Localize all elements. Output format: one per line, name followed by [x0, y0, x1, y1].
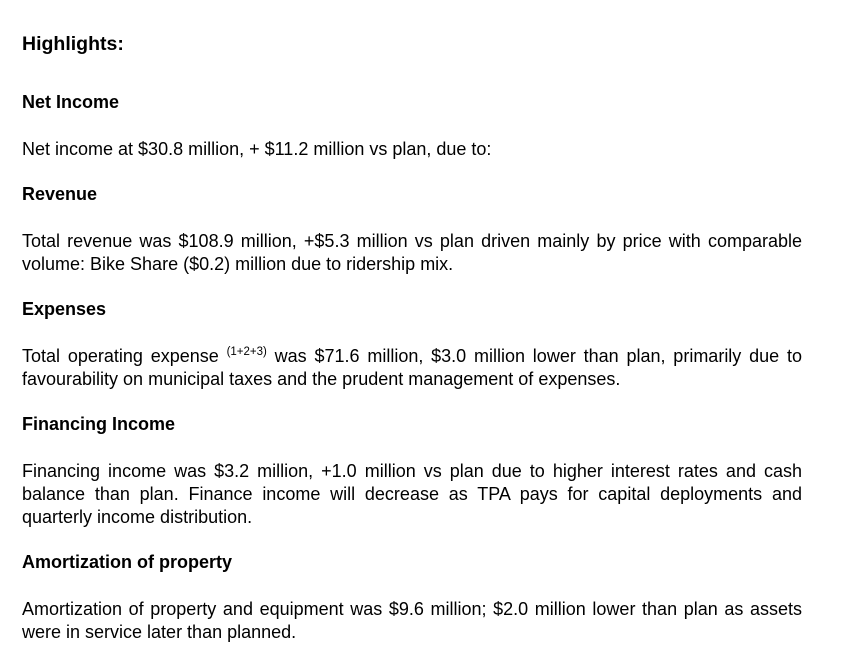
expenses-paragraph	[22, 345, 802, 391]
net-income-paragraph: Net income at $30.8 million, + $11.2 million vs plan, due to:	[22, 139, 492, 159]
expenses-text-before: Total operating expense	[22, 346, 219, 366]
expenses-footnote-ref: (1+2+3)	[226, 346, 267, 358]
amortization-paragraph: Amortization of property and equipment was $9.6 million; $2.0 million lower than plan as assets were in service later than planned.	[22, 599, 802, 642]
page-title: Highlights:	[22, 33, 124, 55]
net-income-heading: Net Income	[22, 92, 120, 112]
financing-income-heading: Financing Income	[22, 414, 176, 434]
financing-income-paragraph: Financing income was $3.2 million, +1.0 million vs plan due to higher interest rates and cash balance than plan. Finance income will decrease as TPA pays for capital deployments and quarterly income distribution.	[22, 461, 802, 527]
revenue-paragraph: Total revenue was $108.9 million, +$5.3 million vs plan driven mainly by price with comparable volume: Bike Share ($0.2) million due to ridership mix.	[22, 231, 802, 274]
amortization-heading: Amortization of property	[22, 552, 232, 572]
expenses-heading: Expenses	[22, 299, 107, 319]
revenue-heading: Revenue	[22, 184, 98, 204]
expenses-text-after: was $71.6 million, $3.0 million lower than plan, primarily due to favourability on municipal taxes and the prudent management of expenses.	[22, 346, 802, 389]
